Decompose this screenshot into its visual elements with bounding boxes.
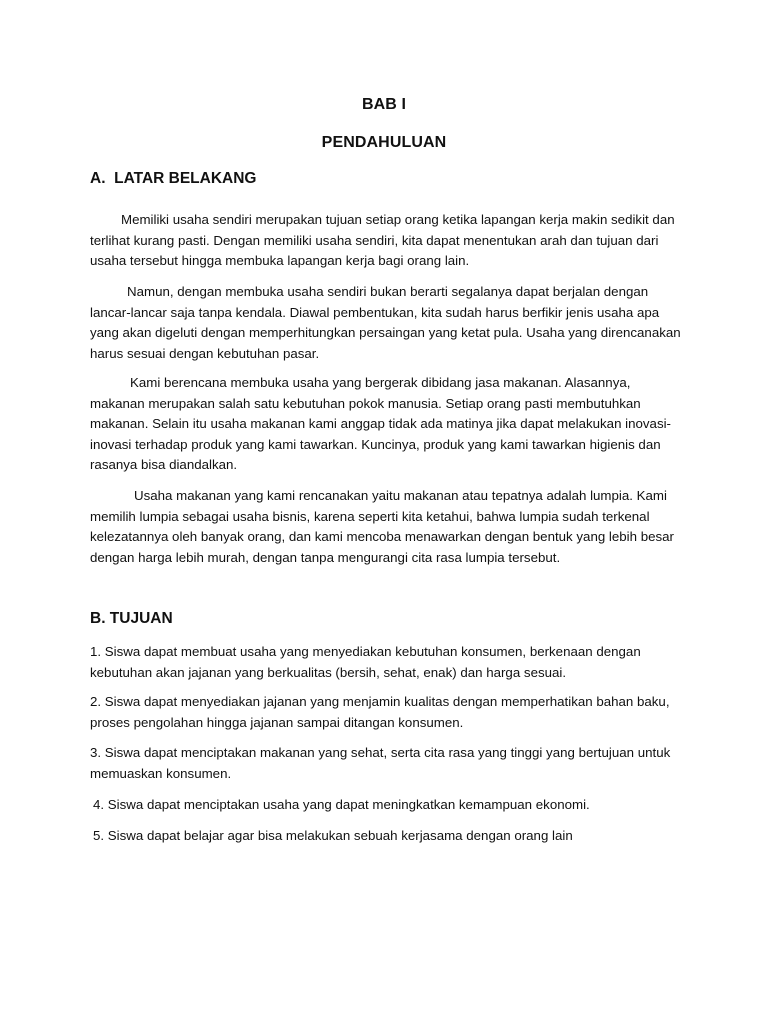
list-item: 5. Siswa dapat belajar agar bisa melakukan sebuah kerjasama dengan orang lain <box>93 828 573 843</box>
paragraph: Kami berencana membuka usaha yang bergerak dibidang jasa makanan. Alasannya, makanan merupakan salah satu kebutuhan pokok manusia. Setiap orang pasti membutuhkan makanan. Selain itu usaha makanan kami anggap tidak ada matinya jika dapat melakukan inovasi-inovasi terhadap produk yang kami tawarkan. Kuncinya, produk yang kami tawarkan higienis dan rasanya bisa diandalkan. <box>90 375 671 473</box>
list-item: 3. Siswa dapat menciptakan makanan yang sehat, serta cita rasa yang tinggi yang bertujuan untuk memuaskan konsumen. <box>90 745 671 781</box>
paragraph: Namun, dengan membuka usaha sendiri bukan berarti segalanya dapat berjalan dengan lancar-lancar saja tanpa kendala. Diawal pembentukan, kita sudah harus berfikir jenis usaha apa yang akan digeluti dengan memperhitungkan persaingan yang ketat pula. Usaha yang direncanakan harus sesuai dengan kebutuhan pasar. <box>90 284 681 361</box>
list-item: 4. Siswa dapat menciptakan usaha yang dapat meningkatkan kemampuan ekonomi. <box>93 797 590 812</box>
paragraph: Usaha makanan yang kami rencanakan yaitu makanan atau tepatnya adalah lumpia. Kami memilih lumpia sebagai usaha bisnis, karena seperti kita ketahui, bahwa lumpia sudah terkenal kelezatannya oleh banyak orang, dan kami mencoba menawarkan dengan bentuk yang lebih besar dengan harga lebih murah, dengan tanpa mengurangi cita rasa lumpia tersebut. <box>90 488 674 565</box>
list-item: 2. Siswa dapat menyediakan jajanan yang menjamin kualitas dengan memperhatikan bahan baku, proses pengolahan hingga jajanan sampai ditangan konsumen. <box>90 694 670 730</box>
section-heading-latar-belakang: A. LATAR BELAKANG <box>90 170 257 187</box>
chapter-number: BAB I <box>361 96 407 113</box>
list-item: 1. Siswa dapat membuat usaha yang menyediakan kebutuhan konsumen, berkenaan dengan kebutuhan akan jajanan yang berkualitas (bersih, sehat, enak) dan harga sesuai. <box>90 644 641 680</box>
section-heading-tujuan: B. TUJUAN <box>90 610 173 627</box>
chapter-title: PENDAHULUAN <box>321 134 447 151</box>
paragraph: Memiliki usaha sendiri merupakan tujuan setiap orang ketika lapangan kerja makin sedikit dan terlihat kurang pasti. Dengan memiliki usaha sendiri, kita dapat menentukan arah dan tujuan dari usaha tersebut hingga membuka lapangan kerja bagi orang lain. <box>90 212 675 269</box>
